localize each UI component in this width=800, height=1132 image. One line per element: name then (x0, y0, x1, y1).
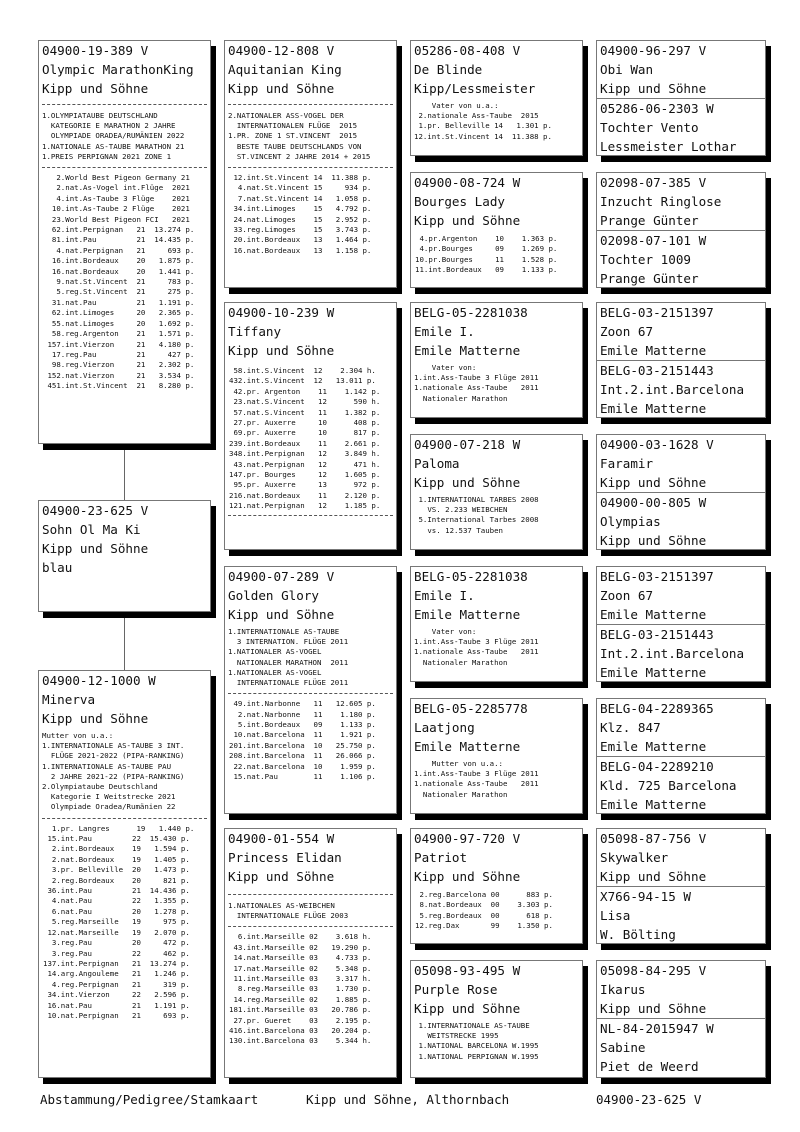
breeder-name: Emile Matterne (600, 607, 707, 622)
footer-title: Abstammung/Pedigree/Stamkaart (40, 1092, 259, 1107)
results-list: 12.int.St.Vincent 14 11.388 p. 4.nat.St.Vincent 15 934 p. 7.nat.St.Vincent 14 1.058 p. 34.int.Limoges 15 4.792 p. 24.nat.Limoges 15 2.952 p. 33.reg.Limoges 15 3.743 p. 20.int.Bordeaux 13 1.464 p. 16.nat.Bordeaux 13 1.158 p. (233, 173, 372, 255)
breeder-name: Emile Matterne (414, 607, 521, 622)
breeder-name: Kipp und Söhne (228, 869, 335, 884)
pigeon-name: Tochter 1009 (600, 252, 691, 267)
footer-breeder: Kipp und Söhne, Althornbach (306, 1092, 510, 1107)
breeder-name: Kipp und Söhne (600, 1001, 707, 1016)
achievements: Mutter von u.a.: 1.INTERNATIONALE AS-TAUBE 3 INT. FLÜGE 2021-2022 (PIPA-RANKING) 1.INTERNATIONALE AS-TAUBE PAU 2 JAHRE 2021-22 (PIPA-RANKING) 2.Olympiataube Deutschland Kategorie I Weitstrecke 2021 Olympiade Oradea/Rumänien 22 (42, 731, 185, 812)
pedigree-card (224, 302, 397, 550)
breeder-name: Lessmeister Lothar (600, 139, 737, 154)
pedigree-card (410, 40, 583, 156)
pedigree-card (410, 960, 583, 1078)
pigeon-name: Tiffany (228, 324, 282, 339)
pigeon-name: Kld. 725 Barcelona (600, 778, 737, 793)
pigeon-name: Princess Elidan (228, 850, 342, 865)
pigeon-name: Int.2.int.Barcelona (600, 646, 745, 661)
ring-number: BELG-03-2151443 (597, 360, 765, 380)
achievements: Vater von: 1.int.Ass-Taube 3 Flüge 2011 1.nationale Ass-Taube 2011 Nationaler Marathon (414, 627, 539, 667)
divider (228, 104, 393, 105)
pigeon-name: Aquitanian King (228, 62, 342, 77)
pigeon-name: Int.2.int.Barcelona (600, 382, 745, 397)
pedigree-card (410, 566, 583, 682)
achievements: Vater von u.a.: 2.nationale Ass-Taube 2015 1.pr. Belleville 14 1.301 p. 12.int.St.Vincent 14 11.388 p. (414, 101, 552, 141)
divider (228, 515, 393, 516)
breeder-name: Emile Matterne (600, 343, 707, 358)
pedigree-card-pair (596, 566, 766, 682)
breeder-name: Kipp und Söhne (228, 607, 335, 622)
pigeon-name: Purple Rose (414, 982, 498, 997)
breeder-name: Kipp und Söhne (42, 711, 149, 726)
pigeon-name: Minerva (42, 692, 96, 707)
results-list: 2.World Best Pigeon Germany 21 2.nat.As-Vogel int.Flüge 2021 4.int.As-Taube 3 Flüge 2021 10.int.As-Taube 2 Flüge 2021 23.World Best Pigeon FCI 2021 62.int.Perpignan 21 13.274 p. 81.int.Pau 21 14.435 p. 4.nat.Perpignan 21 693 p. 16.int.Bordeaux 20 1.875 p. 16.nat.Bordeaux 20 1.441 p. 9.nat.St.Vincent 21 783 p. 5.reg.St.Vincent 21 275 p. 31.nat.Pau 21 1.191 p. 62.int.Limoges 20 2.365 p. 55.nat.Limoges 20 1.692 p. 58.reg.Argenton 21 1.571 p. 157.int.Vierzon 21 4.180 p. 17.reg.Pau 21 427 p. 98.reg.Vierzon 21 2.302 p. 152.nat.Vierzon 21 3.534 p. 451.int.St.Vincent 21 8.280 p. (47, 173, 195, 391)
pigeon-name: De Blinde (414, 62, 483, 77)
ring-number: BELG-04-2289210 (597, 756, 765, 776)
breeder-name: Kipp und Söhne (600, 475, 707, 490)
divider (228, 693, 393, 694)
breeder-name: Emile Matterne (600, 797, 707, 812)
pigeon-name: Inzucht Ringlose (600, 194, 722, 209)
ring-number: X766-94-15 W (597, 886, 765, 906)
breeder-name: Prange Günter (600, 271, 699, 286)
breeder-name: W. Bölting (600, 927, 676, 942)
pigeon-name: Golden Glory (228, 588, 319, 603)
pigeon-name: Olympias (600, 514, 661, 529)
achievements: 1.INTERNATIONAL TARBES 2008 VS. 2.233 WEIBCHEN 5.International Tarbes 2008 vs. 12.537 Tauben (418, 495, 539, 535)
breeder-name: Emile Matterne (414, 343, 521, 358)
pedigree-card (410, 434, 583, 550)
breeder-name: Emile Matterne (600, 665, 707, 680)
breeder-name: Piet de Weerd (600, 1059, 699, 1074)
pedigree-card-pair (596, 302, 766, 418)
ring-number: 04900-97-720 V (414, 831, 521, 846)
pedigree-card-dam (38, 670, 211, 1078)
breeder-name: Kipp und Söhne (42, 541, 149, 556)
ring-number: BELG-05-2281038 (414, 305, 528, 320)
ring-number: BELG-03-2151397 (600, 569, 714, 584)
pigeon-name: Zoon 67 (600, 588, 654, 603)
breeder-name: Emile Matterne (600, 739, 707, 754)
breeder-name: Kipp und Söhne (414, 1001, 521, 1016)
pigeon-name: Olympic MarathonKing (42, 62, 194, 77)
ring-number: BELG-05-2281038 (414, 569, 528, 584)
breeder-name: Kipp und Söhne (414, 213, 521, 228)
ring-number: 04900-03-1628 V (600, 437, 714, 452)
achievements: Vater von: 1.int.Ass-Taube 3 Flüge 2011 1.nationale Ass-Taube 2011 Nationaler Marathon (414, 363, 539, 403)
ring-number: 04900-12-808 V (228, 43, 335, 58)
divider (228, 926, 393, 927)
ring-number: 02098-07-385 V (600, 175, 707, 190)
ring-number: BELG-03-2151397 (600, 305, 714, 320)
pedigree-card-pair (596, 40, 766, 156)
achievements: 1.OLYMPIATAUBE DEUTSCHLAND KATEGORIE E MARATHON 2 JAHRE OLYMPIADE ORADEA/RUMÄNIEN 2022 1.NATIONALE AS-TAUBE MARATHON 21 1.PREIS PERPIGNAN 2021 ZONE 1 (42, 111, 185, 161)
divider (228, 167, 393, 168)
ring-number: 05098-87-756 V (600, 831, 707, 846)
pigeon-name: Faramir (600, 456, 654, 471)
achievements: 1.INTERNATIONALE AS-TAUBE 3 INTERNATION. FLÜGE 2011 1.NATIONALER AS-VOGEL NATIONALER MARATHON 2011 1.NATIONALER AS-VOGEL INTERNATIONALE FLÜGE 2011 (228, 627, 349, 688)
pedigree-card-pair (596, 828, 766, 944)
divider (228, 894, 393, 895)
ring-number: 02098-07-101 W (597, 230, 765, 250)
ring-number: 05098-93-495 W (414, 963, 521, 978)
ring-number: 04900-08-724 W (414, 175, 521, 190)
results-list: 6.int.Marseille 02 3.618 h. 43.int.Marseille 02 19.290 p. 14.nat.Marseille 03 4.733 p. 17.nat.Marseille 02 5.348 p. 11.int.Marseille 03 3.317 h. 8.reg.Marseille 03 1.730 p. 14.reg.Marseille 02 1.885 p. 181.int.Marseille 03 20.786 p. 27.pr. Gueret 03 2.195 p. 416.int.Barcelona 03 20.204 p. 130.int.Barcelona 03 5.344 h. (229, 932, 372, 1046)
results-list: 4.pr.Argenton 10 1.363 p. 4.pr.Bourges 09 1.269 p. 10.pr.Bourges 11 1.528 p. 11.int.Bordeaux 09 1.133 p. (415, 234, 558, 275)
pigeon-name: Sohn Ol Ma Ki (42, 522, 141, 537)
pedigree-card-pair (596, 698, 766, 814)
pedigree-card-pair (596, 434, 766, 550)
connector-line (124, 444, 125, 500)
pigeon-name: Patriot (414, 850, 468, 865)
divider (42, 167, 207, 168)
divider (42, 818, 207, 819)
results-list: 58.int.S.Vincent 12 2.304 h. 432.int.S.Vincent 12 13.011 p. 42.pr. Argenton 11 1.142 p. 23.nat.S.Vincent 12 590 h. 57.nat.S.Vincent 11 1.382 p. 27.pr. Auxerre 10 408 p. 69.pr. Auxerre 10 817 p. 239.int.Bordeaux 11 2.661 p. 348.int.Perpignan 12 3.849 h. 43.nat.Perpignan 12 471 h. 147.pr. Bourges 12 1.605 p. 95.pr. Auxerre 13 972 p. 216.nat.Bordeaux 11 2.120 p. 121.nat.Perpignan 12 1.185 p. (229, 366, 381, 511)
achievements: 1.NATIONALES AS-WEIBCHEN INTERNATIONALE FLÜGE 2003 (228, 901, 349, 921)
pigeon-color: blau (42, 560, 73, 575)
ring-number: NL-84-2015947 W (597, 1018, 765, 1038)
breeder-name: Kipp und Söhne (600, 869, 707, 884)
pigeon-name: Klz. 847 (600, 720, 661, 735)
breeder-name: Emile Matterne (414, 739, 521, 754)
results-list: 2.reg.Barcelona 00 883 p. 8.nat.Bordeaux 00 3.303 p. 5.reg.Bordeaux 00 618 p. 12.reg.Dax 99 1.350 p. (415, 890, 553, 931)
connector-line (124, 612, 125, 670)
pigeon-name: Emile I. (414, 588, 475, 603)
pedigree-card-subject (38, 500, 211, 612)
breeder-name: Kipp und Söhne (414, 869, 521, 884)
breeder-name: Kipp/Lessmeister (414, 81, 536, 96)
achievements: Mutter von u.a.: 1.int.Ass-Taube 3 Flüge 2011 1.nationale Ass-Taube 2011 Nationaler Marathon (414, 759, 539, 799)
pigeon-name: Sabine (600, 1040, 646, 1055)
pigeon-name: Lisa (600, 908, 631, 923)
ring-number: BELG-05-2285778 (414, 701, 528, 716)
pigeon-name: Tochter Vento (600, 120, 699, 135)
results-list: 1.pr. Langres 19 1.440 p. 15.int.Pau 22 15.430 p. 2.int.Bordeaux 19 1.594 p. 2.nat.Bordeaux 19 1.405 p. 3.pr. Belleville 20 1.473 p. 2.reg.Bordeaux 20 821 p. 36.int.Pau 21 14.436 p. 4.nat.Pau 22 1.355 p. 6.nat.Pau 20 1.278 p. 5.reg.Marseille 19 975 p. 12.nat.Marseille 19 2.070 p. 3.reg.Pau 20 472 p. 3.reg.Pau 22 462 p. 137.int.Perpignan 21 13.274 p. 14.arg.Angouleme 21 1.246 p. 4.reg.Perpignan 21 319 p. 34.int.Vierzon 22 2.596 p. 16.nat.Pau 21 1.191 p. 10.nat.Perpignan 21 693 p. (43, 823, 195, 1020)
ring-number: BELG-03-2151443 (597, 624, 765, 644)
pedigree-card-pair (596, 960, 766, 1078)
pedigree-card (224, 566, 397, 814)
breeder-name: Kipp und Söhne (42, 81, 149, 96)
breeder-name: Kipp und Söhne (600, 533, 707, 548)
pigeon-name: Bourges Lady (414, 194, 505, 209)
pedigree-card (224, 40, 397, 288)
ring-number: 05286-06-2303 W (597, 98, 765, 118)
pigeon-name: Obi Wan (600, 62, 654, 77)
pedigree-card (410, 172, 583, 288)
results-list: 49.int.Narbonne 11 12.605 p. 2.nat.Narbonne 11 1.180 p. 5.int.Bordeaux 09 1.133 p. 10.nat.Barcelona 11 1.921 p. 201.int.Barcelona 10 25.750 p. 208.int.Barcelona 11 26.066 p. 22.nat.Barcelona 10 1.959 p. 15.nat.Pau 11 1.106 p. (229, 699, 376, 782)
footer-ring-number: 04900-23-625 V (596, 1092, 702, 1107)
pedigree-card (410, 828, 583, 944)
ring-number: 04900-07-218 W (414, 437, 521, 452)
ring-number: 05098-84-295 V (600, 963, 707, 978)
pedigree-card-pair (596, 172, 766, 288)
ring-number: 04900-12-1000 W (42, 673, 156, 688)
pedigree-card-sire (38, 40, 211, 444)
ring-number: 04900-19-389 V (42, 43, 149, 58)
pedigree-card (410, 698, 583, 814)
pigeon-name: Skywalker (600, 850, 669, 865)
ring-number: 04900-01-554 W (228, 831, 335, 846)
achievements: 2.NATIONALER ASS-VOGEL DER INTERNATIONALEN FLÜGE 2015 1.PR. ZONE 1 ST.VINCENT 2015 BESTE TAUBE DEUTSCHLANDS VON ST.VINCENT 2 JAHRE 2014 + 2015 (228, 111, 371, 161)
breeder-name: Kipp und Söhne (228, 81, 335, 96)
pigeon-name: Laatjong (414, 720, 475, 735)
breeder-name: Kipp und Söhne (600, 81, 707, 96)
ring-number: 04900-00-805 W (597, 492, 765, 512)
breeder-name: Prange Günter (600, 213, 699, 228)
ring-number: 04900-96-297 V (600, 43, 707, 58)
divider (42, 104, 207, 105)
ring-number: 04900-07-289 V (228, 569, 335, 584)
pedigree-card (410, 302, 583, 418)
pigeon-name: Paloma (414, 456, 460, 471)
pigeon-name: Ikarus (600, 982, 646, 997)
achievements: 1.INTERNATIONALE AS-TAUBE WEITSTRECKE 1995 1.NATIONAL BARCELONA W.1995 1.NATIONAL PERPIGNAN W.1995 (418, 1021, 539, 1061)
breeder-name: Kipp und Söhne (228, 343, 335, 358)
breeder-name: Kipp und Söhne (414, 475, 521, 490)
pigeon-name: Zoon 67 (600, 324, 654, 339)
pigeon-name: Emile I. (414, 324, 475, 339)
ring-number: 04900-10-239 W (228, 305, 335, 320)
breeder-name: Emile Matterne (600, 401, 707, 416)
ring-number: 04900-23-625 V (42, 503, 149, 518)
ring-number: BELG-04-2289365 (600, 701, 714, 716)
pedigree-card (224, 828, 397, 1078)
ring-number: 05286-08-408 V (414, 43, 521, 58)
